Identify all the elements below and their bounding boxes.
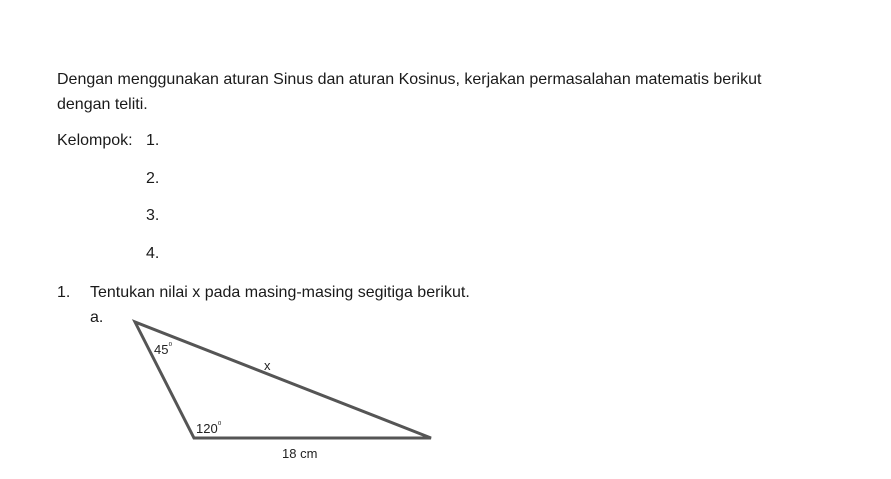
base-length-label: 18 cm [282, 446, 318, 461]
angle-bottom-label: $120^{^0}$ [196, 420, 222, 436]
angle-top-label: $45^{^0}$ [154, 341, 173, 357]
instructions-paragraph: Dengan menggunakan aturan Sinus dan aturan Kosinus, kerjakan permasalahan matematis berikut dengan teliti. [57, 71, 762, 113]
group-member-4: 4. [146, 245, 160, 262]
question-number: 1. [57, 284, 71, 301]
triangle-outline [135, 322, 431, 438]
group-label: Kelompok: [57, 132, 133, 149]
group-member-1: 1. [146, 132, 160, 149]
subquestion-label: a. [90, 309, 104, 326]
group-member-2: 2. [146, 170, 160, 187]
group-member-3: 3. [146, 207, 160, 224]
side-x-label: x [264, 358, 271, 373]
question-text: Tentukan nilai x pada masing-masing segitiga berikut. [90, 284, 470, 301]
